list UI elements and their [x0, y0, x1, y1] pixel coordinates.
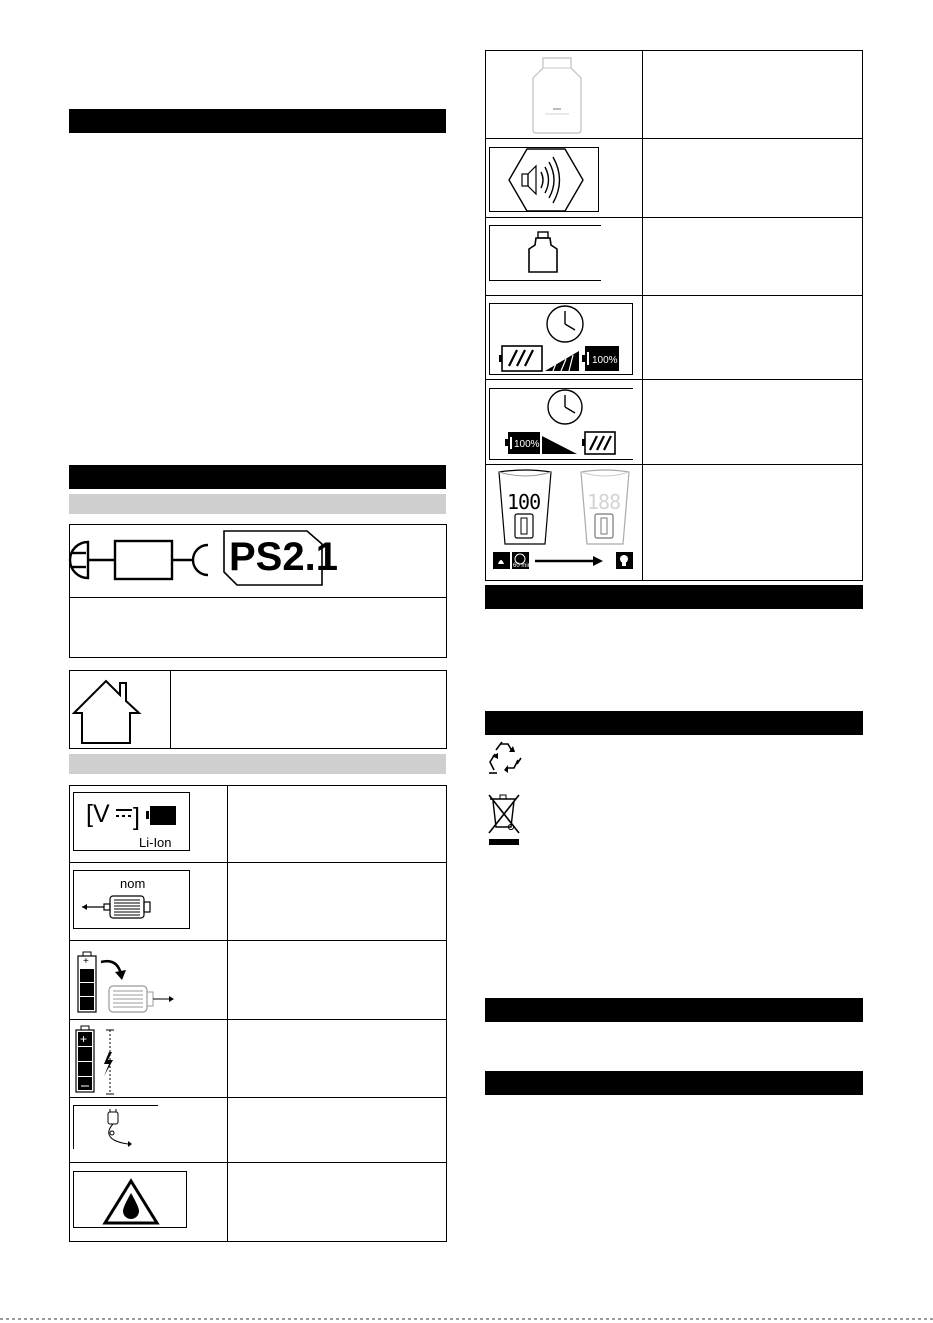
section-header-bar — [485, 998, 863, 1022]
charge-percent-label: 100% — [592, 355, 618, 366]
svg-text:]: ] — [133, 803, 140, 831]
battery-icon — [114, 803, 180, 829]
subsection-header-bar — [69, 494, 446, 514]
svg-text:+: + — [83, 956, 89, 967]
table-row-divider — [485, 217, 863, 218]
table-row-divider — [69, 1019, 447, 1020]
display-digits-on: 100 — [507, 490, 541, 514]
panel-divider — [170, 670, 171, 749]
display-icon — [489, 470, 635, 574]
table-divider — [642, 50, 643, 581]
plug-icon — [72, 536, 222, 584]
wheelie-bin-crossed-icon — [487, 793, 521, 847]
timer-label: 60 min — [513, 563, 532, 569]
table-row-divider — [69, 862, 447, 863]
sound-power-icon — [508, 148, 584, 212]
section-header-bar — [485, 711, 863, 735]
subsection-header-bar — [69, 754, 446, 774]
warning-drop-icon — [103, 1179, 159, 1225]
charge-percent-label: 100% — [514, 439, 540, 450]
battery-voltage-icon — [72, 1024, 132, 1096]
table-row-divider — [485, 379, 863, 380]
table-row-divider — [485, 464, 863, 465]
svg-text:+: + — [80, 1032, 88, 1046]
display-digits-off: 188 — [587, 490, 621, 514]
table-divider — [227, 785, 228, 1242]
ps-label: PS2.1 — [229, 535, 338, 579]
section-header-bar — [69, 109, 446, 133]
table-row-divider — [485, 295, 863, 296]
section-header-bar — [485, 1071, 863, 1095]
charger-icon — [100, 1108, 140, 1148]
recycle-icon — [486, 740, 522, 776]
battery-to-motor-icon — [75, 950, 185, 1016]
table-row-divider — [69, 1162, 447, 1163]
page-edge-dots — [0, 1318, 933, 1320]
weight-icon — [527, 230, 559, 276]
motor-icon — [80, 893, 160, 923]
table-row-divider — [69, 1097, 447, 1098]
section-header-bar — [485, 585, 863, 609]
bottle-icon — [527, 56, 587, 134]
voltage-label: [V — [86, 800, 110, 828]
section-header-bar — [69, 465, 446, 489]
house-icon — [72, 677, 142, 745]
table-row-divider — [69, 940, 447, 941]
rating-label: nom — [120, 876, 146, 891]
panel-divider — [69, 597, 447, 598]
chemistry-label: Li-Ion — [139, 835, 172, 850]
table-row-divider — [485, 138, 863, 139]
runtime-icon — [489, 388, 633, 460]
charging-time-icon — [489, 303, 633, 375]
